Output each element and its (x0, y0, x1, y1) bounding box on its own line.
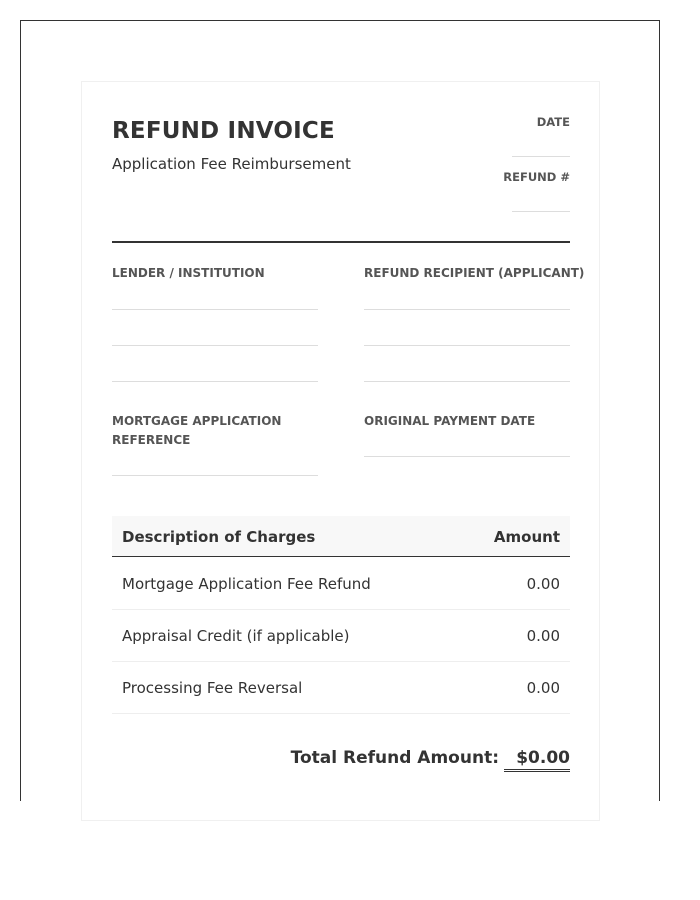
date-label: DATE (536, 115, 570, 129)
lender-line-2[interactable] (112, 345, 318, 346)
recipient-line-1[interactable] (364, 309, 570, 310)
row-description: Appraisal Credit (if applicable) (122, 627, 350, 645)
lender-line-1[interactable] (112, 309, 318, 310)
lender-line-3[interactable] (112, 381, 318, 382)
total-label: Total Refund Amount: (290, 748, 499, 768)
payment-date-field[interactable] (364, 456, 570, 457)
row-amount: 0.00 (526, 627, 560, 645)
table-row (112, 662, 570, 714)
lender-label: LENDER / INSTITUTION (112, 266, 265, 280)
row-amount: 0.00 (526, 575, 560, 593)
refund-number-label: REFUND # (503, 170, 570, 184)
reference-field[interactable] (112, 475, 318, 476)
table-row (112, 610, 570, 662)
reference-label-line2: REFERENCE (112, 433, 191, 447)
description-header: Description of Charges (122, 528, 316, 546)
row-description: Processing Fee Reversal (122, 679, 303, 697)
recipient-label: REFUND RECIPIENT (APPLICANT) (364, 266, 585, 280)
invoice-subtitle: Application Fee Reimbursement (112, 155, 351, 173)
refund-number-field[interactable] (512, 211, 570, 212)
reference-label-line1: MORTGAGE APPLICATION (112, 414, 282, 428)
total-value: $0.00 (504, 748, 570, 772)
recipient-line-3[interactable] (364, 381, 570, 382)
header-divider (112, 241, 570, 243)
row-amount: 0.00 (526, 679, 560, 697)
date-field[interactable] (512, 156, 570, 157)
amount-header: Amount (493, 528, 560, 546)
row-description: Mortgage Application Fee Refund (122, 575, 371, 593)
charges-table-header (112, 516, 570, 557)
table-row (112, 558, 570, 610)
invoice-title: REFUND INVOICE (112, 118, 335, 144)
recipient-line-2[interactable] (364, 345, 570, 346)
reference-label (112, 412, 281, 450)
payment-date-label: ORIGINAL PAYMENT DATE (364, 414, 536, 428)
